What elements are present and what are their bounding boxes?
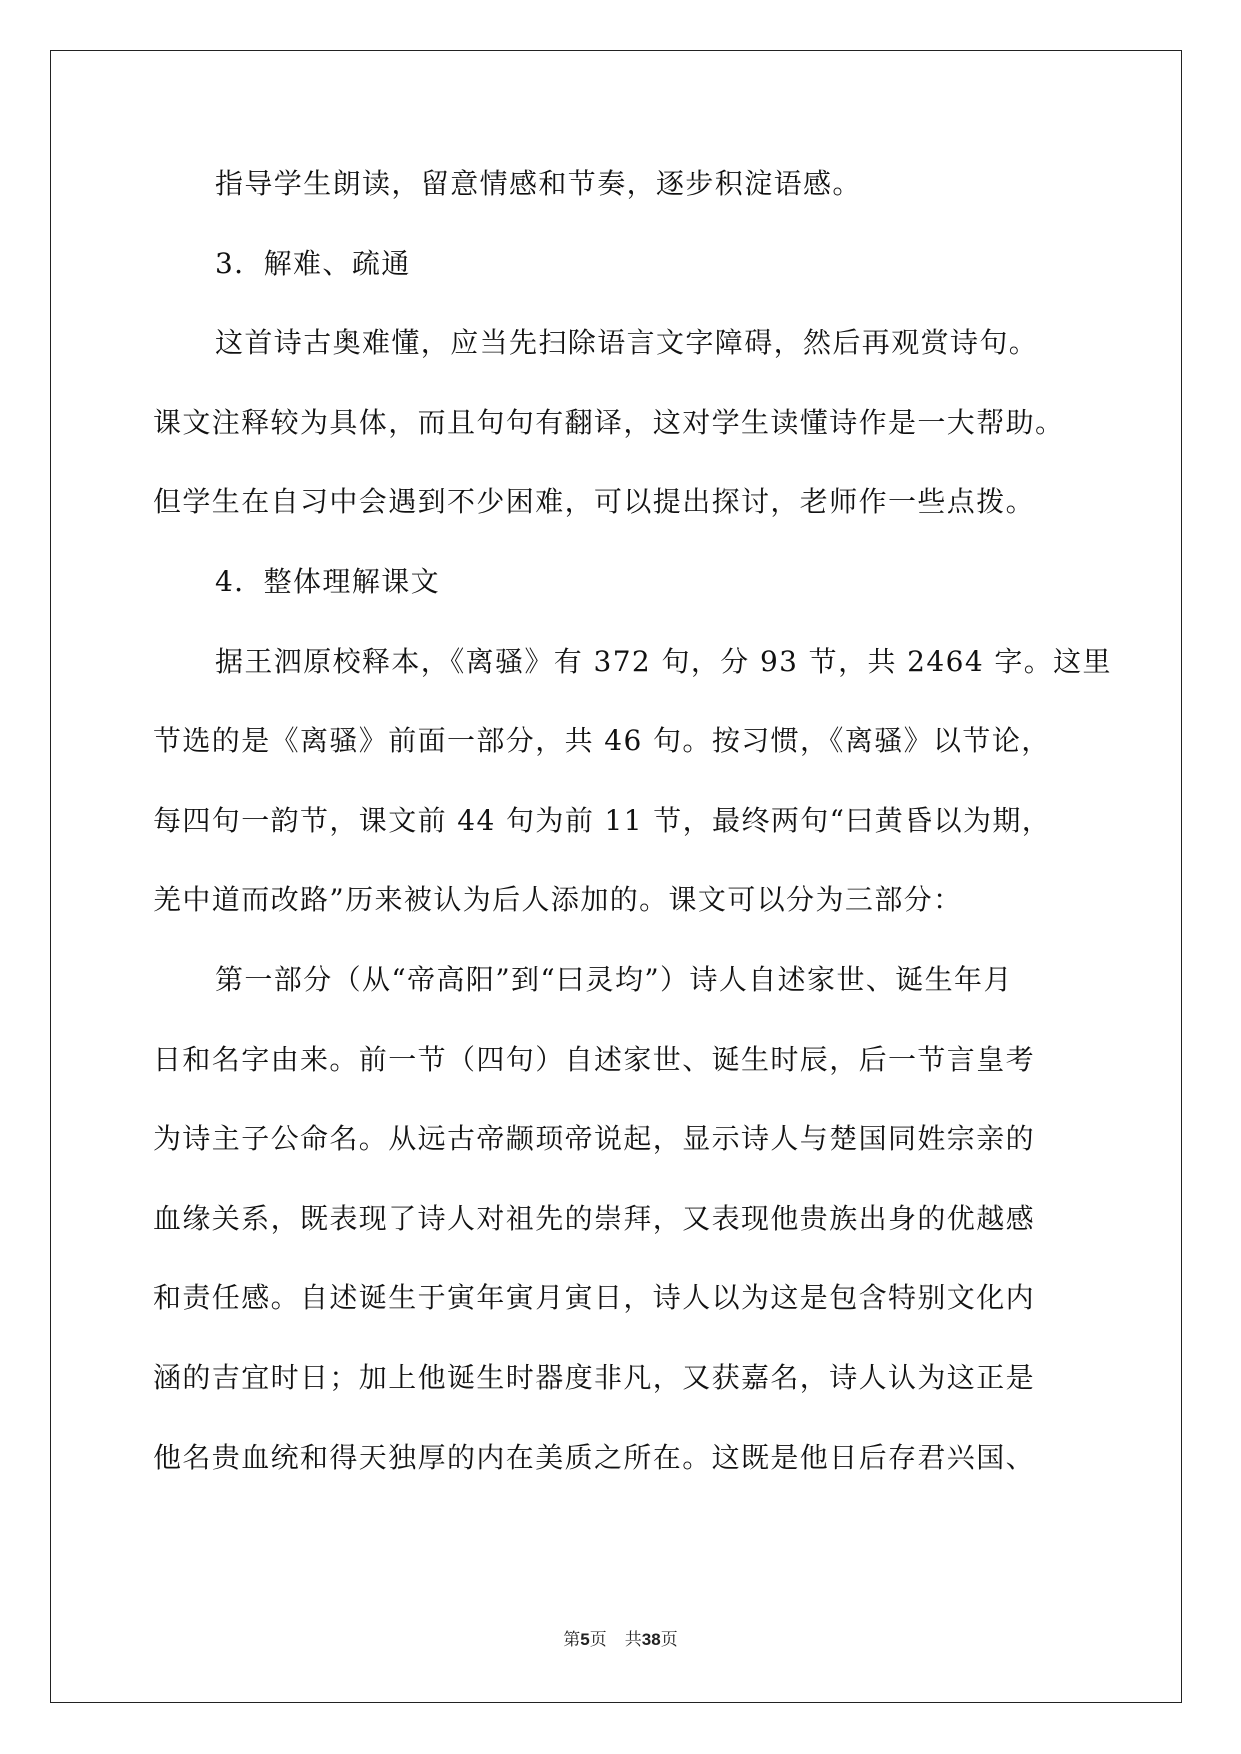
section-heading: 3．解难、疏通	[215, 246, 411, 280]
text-line: 涵的吉宜时日；加上他诞生时器度非凡，又获嘉名，诗人认为这正是	[153, 1360, 1036, 1394]
page-footer	[0, 1625, 1241, 1650]
text-line: 据王泗原校释本，《离骚》有 372 句，分 93 节，共 2464 字。这里	[215, 644, 1112, 678]
text-line: 这首诗古奥难懂，应当先扫除语言文字障碍，然后再观赏诗句。	[215, 326, 1039, 360]
text-line: 每四句一韵节，课文前 44 句为前 11 节，最终两句“曰黄昏以为期，	[153, 803, 1052, 837]
current-page-number: 5	[580, 1630, 590, 1649]
page-unit: 页	[589, 1630, 607, 1649]
text-line: 但学生在自习中会遇到不少困难，可以提出探讨，老师作一些点拨。	[153, 485, 1036, 519]
text-line: 他名贵血统和得天独厚的内在美质之所在。这既是他日后存君兴国、	[153, 1440, 1036, 1474]
document-body	[153, 164, 1112, 1517]
total-pages-unit: 页	[660, 1630, 678, 1649]
text-line: 第一部分（从“帝高阳”到“曰灵均”）诗人自述家世、诞生年月	[215, 962, 1013, 996]
total-pages-number: 38	[641, 1630, 661, 1649]
text-line: 日和名字由来。前一节（四句）自述家世、诞生时辰，后一节言皇考	[153, 1042, 1036, 1076]
total-pages-prefix: 共	[624, 1630, 642, 1649]
text-line: 和责任感。自述诞生于寅年寅月寅日，诗人以为这是包含特别文化内	[153, 1281, 1036, 1315]
text-line: 羌中道而改路”历来被认为后人添加的。课文可以分为三部分：	[153, 883, 963, 917]
text-line: 课文注释较为具体，而且句句有翻译，这对学生读懂诗作是一大帮助。	[153, 405, 1065, 439]
text-line: 血缘关系，既表现了诗人对祖先的崇拜，又表现他贵族出身的优越感	[153, 1201, 1036, 1235]
text-line: 节选的是《离骚》前面一部分，共 46 句。按习惯，《离骚》以节论，	[153, 724, 1051, 758]
page-number-prefix: 第	[563, 1630, 581, 1649]
text-line: 指导学生朗读，留意情感和节奏，逐步积淀语感。	[215, 167, 862, 200]
section-heading: 4．整体理解课文	[215, 564, 441, 598]
text-line: 为诗主子公命名。从远古帝颛顼帝说起，显示诗人与楚国同姓宗亲的	[153, 1122, 1036, 1156]
